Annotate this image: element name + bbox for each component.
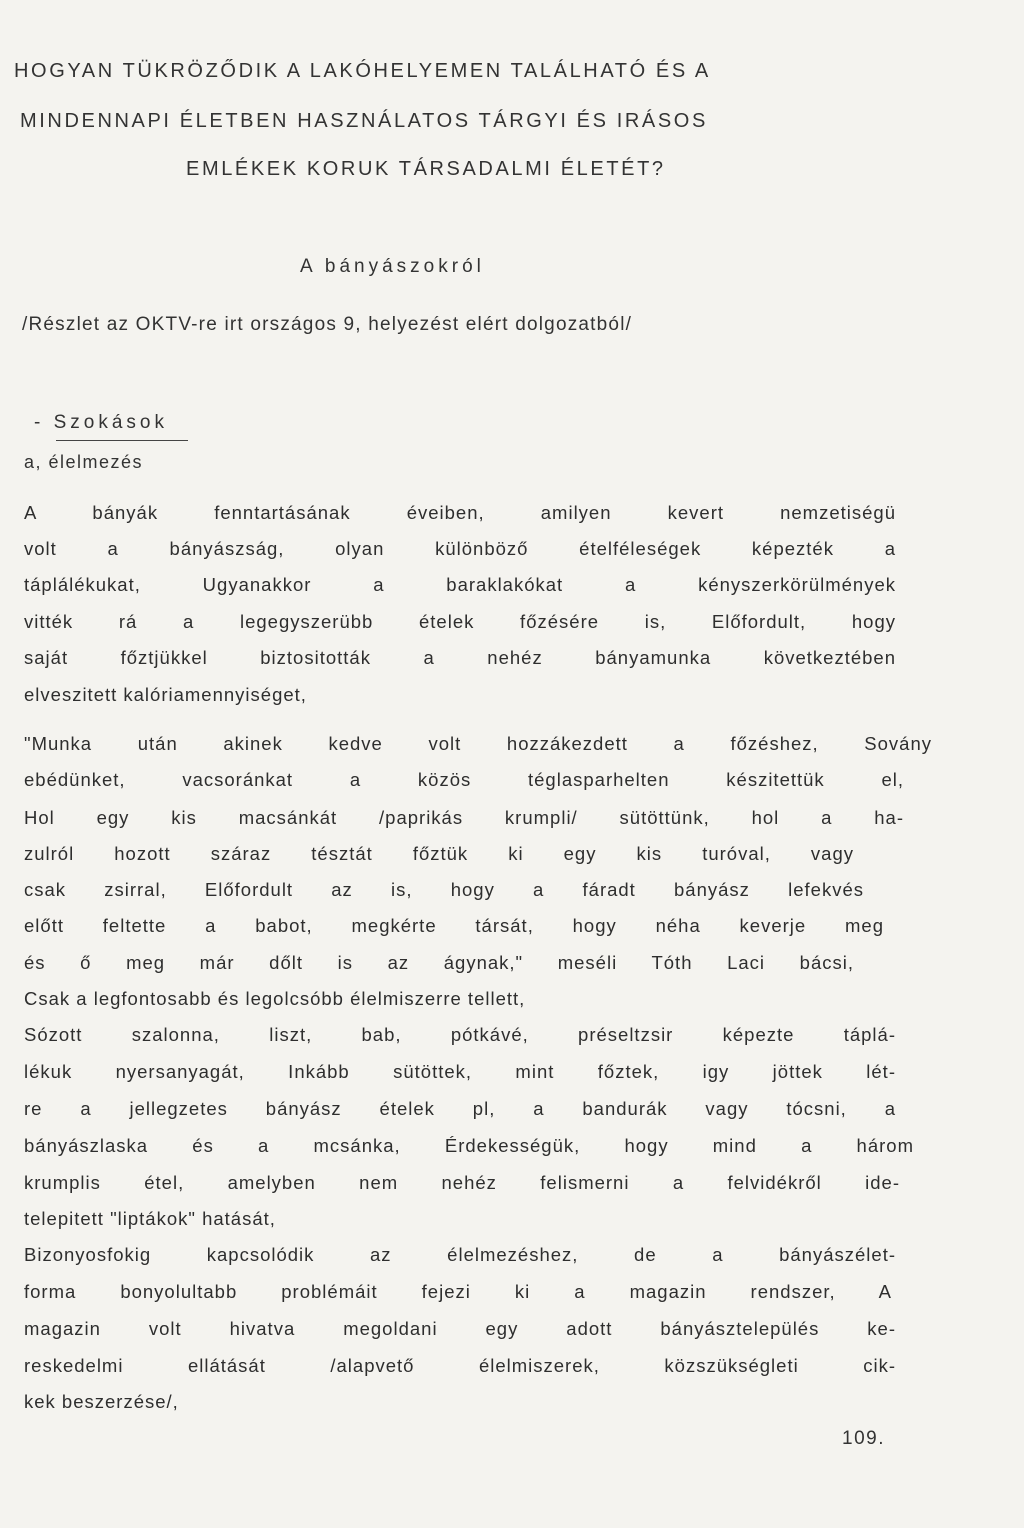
body-line: volt a bányászság, olyan különböző ételféleségek képezték a: [24, 538, 896, 559]
body-line: zulról hozott száraz tésztát főztük ki egy kis turóval, vagy: [24, 843, 854, 864]
body-line: lékuk nyersanyagát, Inkább sütöttek, mint főztek, igy jöttek lét-: [24, 1061, 896, 1082]
body-line: előtt feltette a babot, megkérte társát, hogy néha keverje meg: [24, 915, 884, 936]
title-line-1: HOGYAN TÜKRÖZŐDIK A LAKÓHELYEMEN TALÁLHATÓ ÉS A: [14, 60, 711, 82]
subtitle: A bányászokról: [300, 256, 485, 277]
body-line: vitték rá a legegyszerübb ételek főzésére is, Előfordult, hogy: [24, 611, 896, 632]
body-line: ebédünket, vacsoránkat a közös téglasparhelten készitettük el,: [24, 769, 904, 790]
body-line: telepitett "liptákok" hatását,: [24, 1208, 276, 1229]
body-line: saját főztjükkel biztositották a nehéz bányamunka következtében: [24, 647, 896, 668]
body-line: Hol egy kis macsánkát /paprikás krumpli/ sütöttünk, hol a ha-: [24, 807, 904, 828]
body-line: csak zsirral, Előfordult az is, hogy a fáradt bányász lefekvés: [24, 879, 864, 900]
body-line: kek beszerzése/,: [24, 1391, 179, 1412]
body-line: táplálékukat, Ugyanakkor a baraklakókat a kényszerkörülmények: [24, 574, 896, 595]
body-line: "Munka után akinek kedve volt hozzákezdett a főzéshez, Sovány: [24, 733, 932, 754]
body-line: forma bonyolultabb problémáit fejezi ki a magazin rendszer, A: [24, 1281, 892, 1302]
section-heading: - Szokások: [34, 412, 168, 433]
body-line: reskedelmi ellátását /alapvető élelmiszerek, közszükségleti cik-: [24, 1355, 896, 1376]
body-line: bányászlaska és a mcsánka, Érdekességük, hogy mind a három: [24, 1135, 914, 1156]
section-underline: [56, 440, 188, 441]
body-line: Bizonyosfokig kapcsolódik az élelmezéshez, de a bányászélet-: [24, 1244, 896, 1265]
body-line: és ő meg már dőlt is az ágynak," meséli Tóth Laci bácsi,: [24, 952, 854, 973]
body-line: elveszitett kalóriamennyiséget,: [24, 684, 307, 705]
body-line: magazin volt hivatva megoldani egy adott bányásztelepülés ke-: [24, 1318, 896, 1339]
subsection-heading: a, élelmezés: [24, 452, 144, 472]
body-line: Sózott szalonna, liszt, bab, pótkávé, préseltzsir képezte táplá-: [24, 1024, 896, 1045]
body-line: krumplis étel, amelyben nem nehéz felismerni a felvidékről ide-: [24, 1172, 900, 1193]
body-line: re a jellegzetes bányász ételek pl, a bandurák vagy tócsni, a: [24, 1098, 896, 1119]
title-line-2: MINDENNAPI ÉLETBEN HASZNÁLATOS TÁRGYI ÉS IRÁSOS: [20, 110, 708, 132]
title-line-3: EMLÉKEK KORUK TÁRSADALMI ÉLETÉT?: [186, 158, 666, 180]
body-line: A bányák fenntartásának éveiben, amilyen kevert nemzetiségü: [24, 502, 896, 523]
source-note: /Részlet az OKTV-re irt országos 9, helyezést elért dolgozatból/: [22, 314, 633, 335]
page-number: 109.: [842, 1428, 885, 1449]
body-line: Csak a legfontosabb és legolcsóbb élelmiszerre tellett,: [24, 988, 526, 1009]
